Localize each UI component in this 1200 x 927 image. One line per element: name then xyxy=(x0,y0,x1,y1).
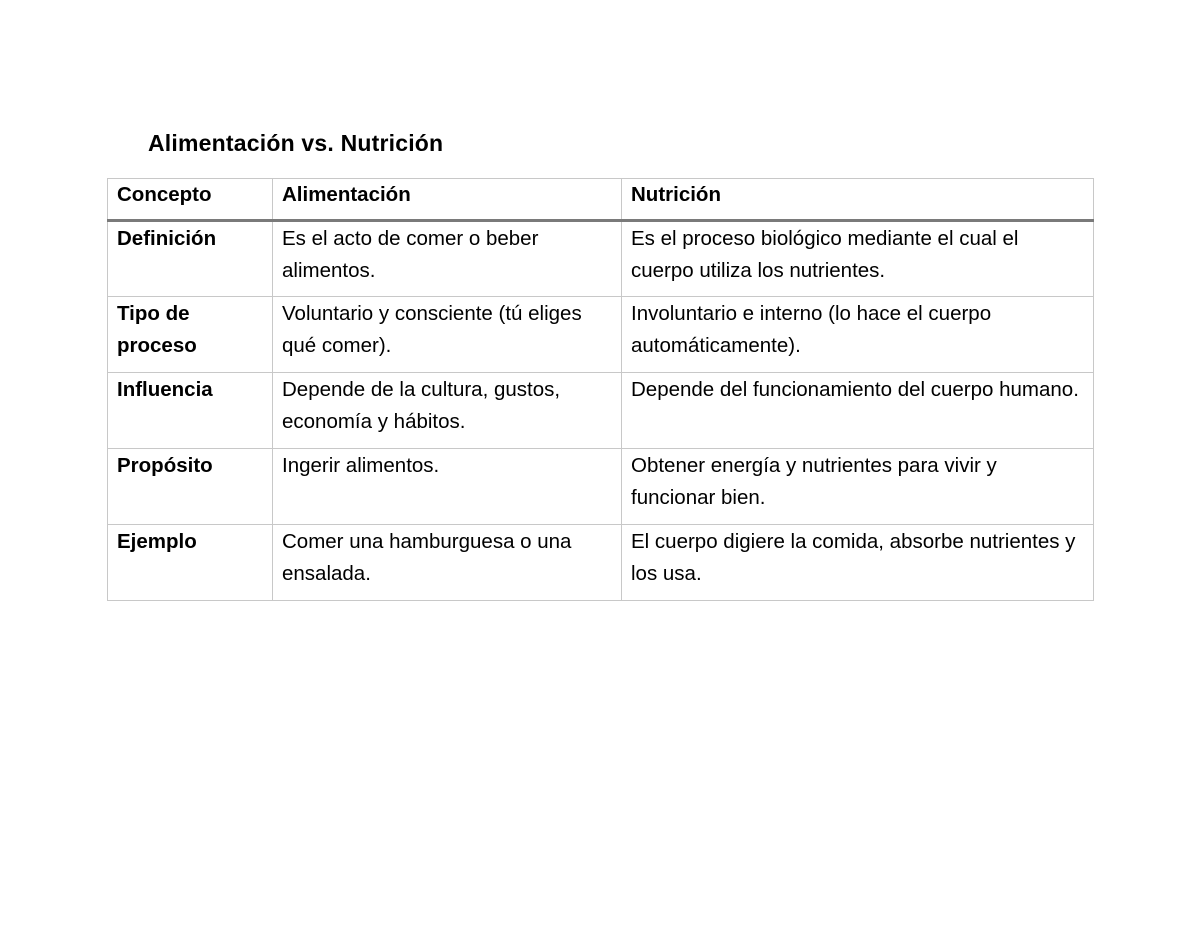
table-row xyxy=(108,525,1094,601)
header-concepto: Concepto xyxy=(108,179,273,221)
row-nutricion-cell: Es el proceso biológico mediante el cual el cuerpo utiliza los nutrientes. xyxy=(622,221,1094,297)
row-alimentacion-cell: Voluntario y consciente (tú eliges qué comer). xyxy=(273,297,622,373)
row-alimentacion-cell: Comer una hamburguesa o una ensalada. xyxy=(273,525,622,601)
table-header-row xyxy=(108,179,1094,221)
row-concept-cell: Tipo de proceso xyxy=(108,297,273,373)
row-nutricion-cell: El cuerpo digiere la comida, absorbe nutrientes y los usa. xyxy=(622,525,1094,601)
row-concept-cell: Ejemplo xyxy=(108,525,273,601)
row-nutricion-cell: Obtener energía y nutrientes para vivir y funcionar bien. xyxy=(622,449,1094,525)
row-concept-cell: Influencia xyxy=(108,373,273,449)
row-concept-cell: Propósito xyxy=(108,449,273,525)
page-title: Alimentación vs. Nutrición xyxy=(148,130,444,156)
row-alimentacion-cell: Ingerir alimentos. xyxy=(273,449,622,525)
row-nutricion-cell: Depende del funcionamiento del cuerpo humano. xyxy=(622,373,1094,449)
table-row xyxy=(108,373,1094,449)
comparison-table xyxy=(107,178,1094,601)
row-alimentacion-cell: Depende de la cultura, gustos, economía y hábitos. xyxy=(273,373,622,449)
table-row xyxy=(108,449,1094,525)
header-nutricion: Nutrición xyxy=(622,179,1094,221)
table-row xyxy=(108,297,1094,373)
header-alimentacion: Alimentación xyxy=(273,179,622,221)
table-row xyxy=(108,221,1094,297)
row-alimentacion-cell: Es el acto de comer o beber alimentos. xyxy=(273,221,622,297)
row-nutricion-cell: Involuntario e interno (lo hace el cuerpo automáticamente). xyxy=(622,297,1094,373)
row-concept-cell: Definición xyxy=(108,221,273,297)
